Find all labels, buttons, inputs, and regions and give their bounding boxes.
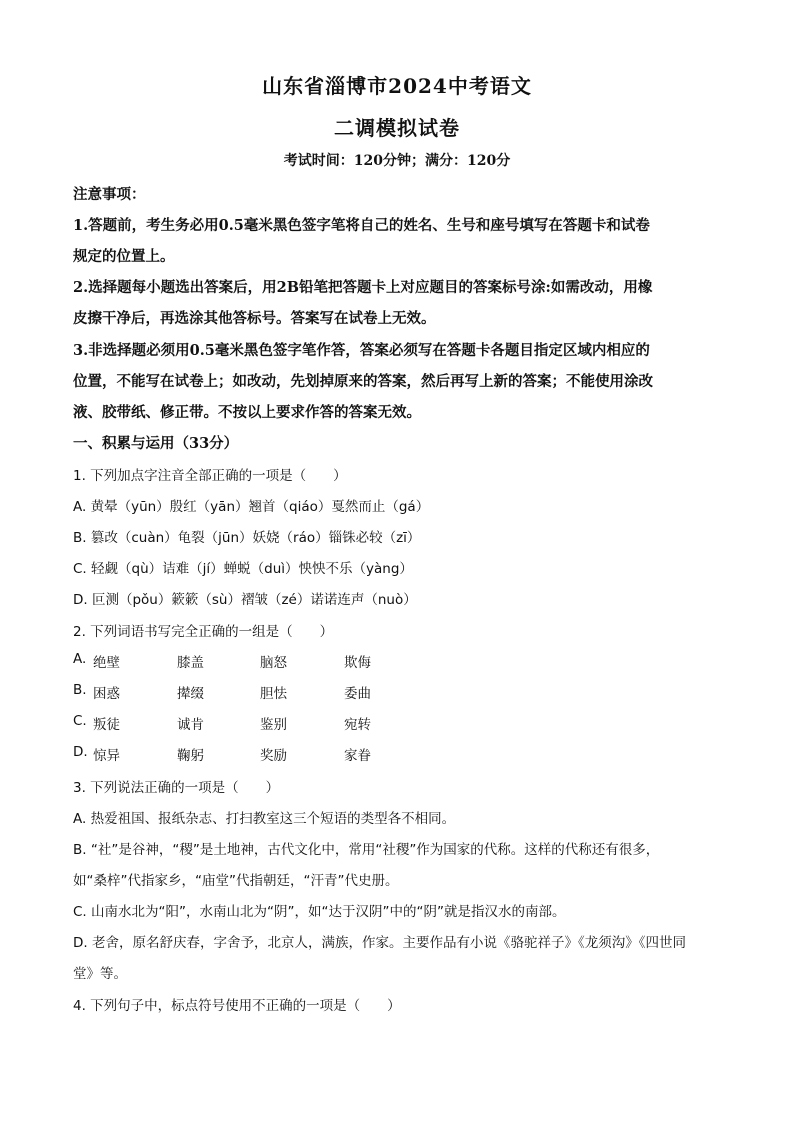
question-1-option-a: A. 黄晕（yūn）殷红（yān）翘首（qiáo）戛然而止（gá） xyxy=(73,499,430,515)
option-word: 委曲 xyxy=(344,686,371,702)
question-3-option-d: D. 老舍，原名舒庆春，字舍予，北京人，满族，作家。主要作品有小说《骆驼祥子》《龙须沟》《四世同 xyxy=(73,935,686,951)
notice-item-2: 2.选择题每小题选出答案后，用2B铅笔把答题卡上对应题目的答案标号涂:如需改动，用橡 xyxy=(73,279,653,296)
option-word: 奖励 xyxy=(260,748,287,764)
option-word: 脑怒 xyxy=(260,655,287,671)
notice-heading: 注意事项： xyxy=(73,186,146,203)
option-word: 撵缀 xyxy=(177,686,204,702)
option-label: C. xyxy=(73,713,87,729)
notice-item-1: 1.答题前，考生务必用0.5毫米黑色签字笔将自己的姓名、生号和座号填写在答题卡和试卷 xyxy=(73,217,650,234)
option-label: D. xyxy=(73,744,88,760)
option-word: 宛转 xyxy=(344,717,371,733)
option-label: A. xyxy=(73,651,87,667)
option-word: 胆怯 xyxy=(260,686,287,702)
option-word: 膝盖 xyxy=(177,655,204,671)
section-heading: 一、积累与运用（33分） xyxy=(73,435,239,452)
question-3-option-a: A. 热爱祖国、报纸杂志、打扫教室这三个短语的类型各不相同。 xyxy=(73,811,456,827)
option-label: B. xyxy=(73,682,87,698)
question-4-stem: 4. 下列句子中，标点符号使用不正确的一项是（ ） xyxy=(73,998,401,1014)
option-word: 惊异 xyxy=(93,748,120,764)
question-3-option-d-cont: 堂》等。 xyxy=(73,966,127,982)
question-1-option-c: C. 轻觑（qù）诘难（jí）蝉蜕（duì）怏怏不乐（yàng） xyxy=(73,561,413,577)
option-word: 叛徒 xyxy=(93,717,120,733)
exam-subtitle: 二调模拟试卷 xyxy=(334,116,460,140)
option-word: 欺侮 xyxy=(344,655,371,671)
notice-item-2-cont: 皮擦干净后，再选涂其他答标号。答案写在试卷上无效。 xyxy=(73,310,436,327)
question-3-option-c: C. 山南水北为“阳”，水南山北为“阴”，如“达于汉阴”中的“阴”就是指汉水的南部。 xyxy=(73,904,566,920)
option-word: 绝壁 xyxy=(93,655,120,671)
question-1-option-d: D. 叵测（pǒu）簌簌（sù）褶皱（zé）诺诺连声（nuò） xyxy=(73,592,417,608)
option-word: 诚肯 xyxy=(177,717,204,733)
question-3-stem: 3. 下列说法正确的一项是（ ） xyxy=(73,780,280,796)
exam-title: 山东省淄博市2024中考语文 xyxy=(262,74,532,98)
option-word: 困惑 xyxy=(93,686,120,702)
notice-item-3-cont2: 液、胶带纸、修正带。不按以上要求作答的答案无效。 xyxy=(73,404,421,421)
notice-item-3-cont: 位置，不能写在试卷上；如改动，先划掉原来的答案，然后再写上新的答案；不能使用涂改 xyxy=(73,373,653,390)
option-word: 鉴别 xyxy=(260,717,287,733)
exam-info: 考试时间：120分钟；满分：120分 xyxy=(283,153,511,169)
question-1-option-b: B. 篡改（cuàn）龟裂（jūn）妖娆（ráo）锱铢必较（zī） xyxy=(73,530,421,546)
notice-item-1-cont: 规定的位置上。 xyxy=(73,248,175,265)
question-1-stem: 1. 下列加点字注音全部正确的一项是（ ） xyxy=(73,468,347,484)
question-2-stem: 2. 下列词语书写完全正确的一组是（ ） xyxy=(73,624,334,640)
question-3-option-b-cont: 如“桑梓”代指家乡，“庙堂”代指朝廷，“汗青”代史册。 xyxy=(73,873,399,889)
question-3-option-b: B. “社”是谷神，“稷”是土地神，古代文化中，常用“社稷”作为国家的代称。这样的代称还有很多， xyxy=(73,842,660,858)
notice-item-3: 3.非选择题必须用0.5毫米黑色签字笔作答，答案必须写在答题卡各题目指定区域内相应的 xyxy=(73,342,650,359)
option-word: 家眷 xyxy=(344,748,371,764)
option-word: 鞠躬 xyxy=(177,748,204,764)
